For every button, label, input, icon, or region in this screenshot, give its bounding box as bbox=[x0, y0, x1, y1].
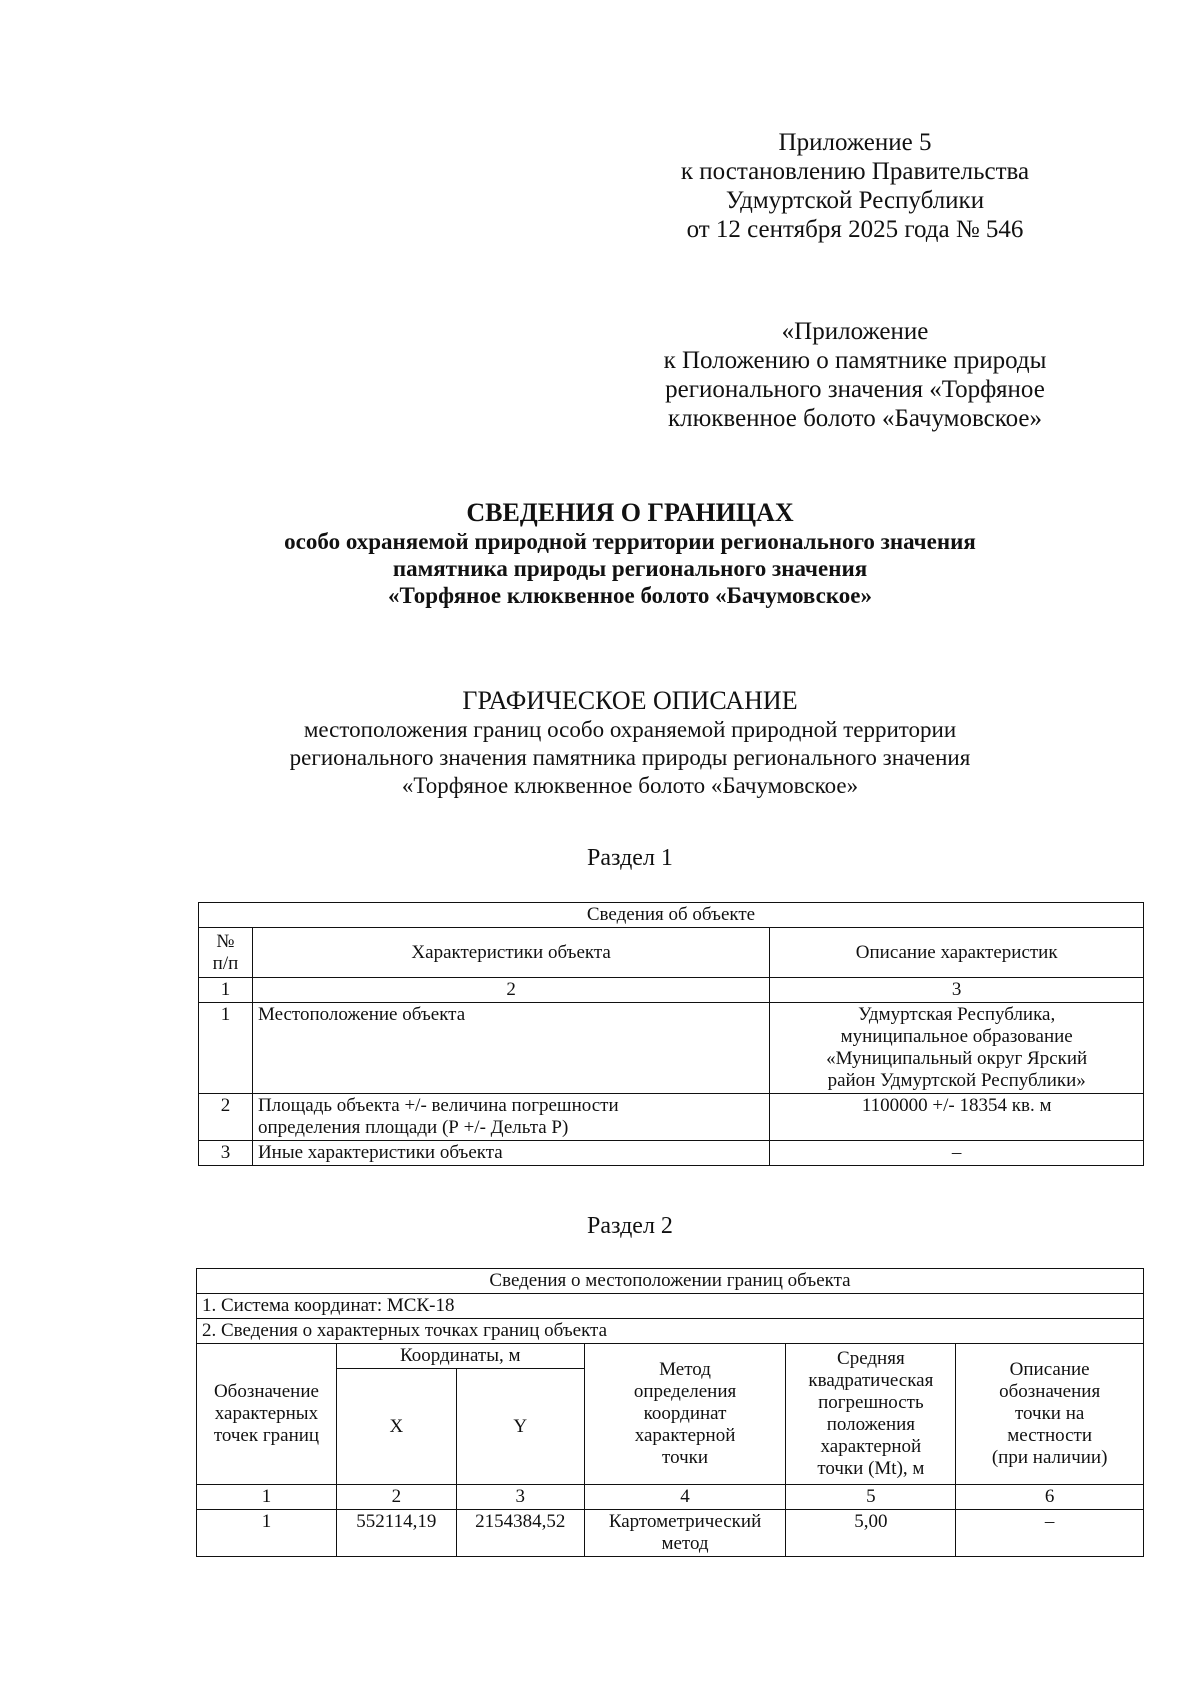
header-description-line: точки на bbox=[1014, 1403, 1085, 1424]
object-info-table bbox=[198, 902, 1144, 1166]
sub-appendix-line: регионального значения «Торфяное bbox=[665, 376, 1045, 403]
row-characteristic: Иные характеристики объекта bbox=[252, 1141, 769, 1166]
header-description-line: обозначения bbox=[999, 1381, 1101, 1402]
header-point-line: характерных bbox=[214, 1403, 319, 1424]
sub-appendix-line: «Приложение bbox=[781, 318, 929, 345]
appendix-line: Приложение 5 bbox=[778, 129, 932, 156]
point-method-line: Картометрический bbox=[608, 1511, 762, 1532]
header-description-line: (при наличии) bbox=[991, 1447, 1108, 1468]
info-heading-title: СВЕДЕНИЯ О ГРАНИЦАХ bbox=[466, 498, 794, 527]
info-heading-line: особо охраняемой природной территории регионального значения bbox=[284, 529, 976, 554]
row-characteristic-line: Площадь объекта +/- величина погрешности bbox=[257, 1095, 619, 1116]
info-heading-line: памятника природы регионального значения bbox=[392, 556, 868, 581]
header-y: Y bbox=[456, 1369, 584, 1485]
table-caption-row bbox=[197, 1269, 1144, 1294]
graphic-heading-line: регионального значения памятника природы регионального значения bbox=[289, 745, 971, 770]
sub-appendix-line: к Положению о памятнике природы bbox=[663, 347, 1047, 374]
row-characteristic bbox=[252, 1094, 769, 1141]
section1-label: Раздел 1 bbox=[587, 845, 673, 871]
header-method-line: определения bbox=[633, 1381, 737, 1402]
row-value-line: Удмуртская Республика, bbox=[858, 1004, 1056, 1025]
column-number-row bbox=[197, 1485, 1144, 1510]
coord-system-row bbox=[197, 1294, 1144, 1319]
point-error: 5,00 bbox=[786, 1510, 956, 1557]
point-y: 2154384,52 bbox=[456, 1510, 584, 1557]
header-description-line: местности bbox=[1007, 1425, 1092, 1446]
row-characteristic: Местоположение объекта bbox=[252, 1003, 769, 1094]
column-number: 2 bbox=[252, 978, 769, 1003]
header-characteristics: Характеристики объекта bbox=[252, 928, 769, 978]
header-error-line: характерной bbox=[820, 1436, 922, 1457]
sub-appendix-line: клюквенное болото «Бачумовское» bbox=[667, 405, 1043, 432]
sub-appendix-header bbox=[620, 317, 1090, 433]
point-method bbox=[584, 1510, 786, 1557]
row-number: 3 bbox=[199, 1141, 253, 1166]
header-description bbox=[956, 1344, 1144, 1485]
header-method-line: координат bbox=[643, 1403, 727, 1424]
point-method-line: метод bbox=[661, 1533, 709, 1554]
appendix-header bbox=[620, 128, 1090, 244]
row-value: 1100000 +/- 18354 кв. м bbox=[770, 1094, 1144, 1141]
header-method-line: Метод bbox=[659, 1359, 711, 1380]
table-caption-row bbox=[199, 903, 1144, 928]
table-row bbox=[199, 1141, 1144, 1166]
graphic-heading bbox=[150, 686, 1110, 800]
header-error-line: погрешность bbox=[818, 1392, 924, 1413]
column-number: 1 bbox=[197, 1485, 337, 1510]
row-value-line: «Муниципальный округ Ярский bbox=[826, 1048, 1088, 1069]
header-method bbox=[584, 1344, 786, 1485]
header-x: X bbox=[336, 1369, 456, 1485]
boundary-points-table bbox=[196, 1268, 1144, 1557]
header-description: Описание характеристик bbox=[770, 928, 1144, 978]
point-x: 552114,19 bbox=[336, 1510, 456, 1557]
points-caption-row bbox=[197, 1319, 1144, 1344]
table-header-row bbox=[197, 1344, 1144, 1369]
column-number: 4 bbox=[584, 1485, 786, 1510]
column-number: 1 bbox=[199, 978, 253, 1003]
header-point-line: Обозначение bbox=[213, 1381, 319, 1402]
table-row bbox=[199, 1003, 1144, 1094]
header-error-line: положения bbox=[826, 1414, 916, 1435]
graphic-heading-line: местоположения границ особо охраняемой природной территории bbox=[303, 717, 957, 742]
header-point bbox=[197, 1344, 337, 1485]
section2-label: Раздел 2 bbox=[587, 1213, 673, 1239]
appendix-line: Удмуртской Республики bbox=[725, 187, 985, 214]
row-characteristic-line: определения площади (Р +/- Дельта Р) bbox=[257, 1117, 569, 1138]
table-caption: Сведения об объекте bbox=[199, 903, 1144, 928]
header-description-line: Описание bbox=[1009, 1359, 1090, 1380]
info-heading bbox=[150, 498, 1110, 609]
point-id: 1 bbox=[197, 1510, 337, 1557]
header-no-line: п/п bbox=[212, 952, 239, 974]
header-method-line: точки bbox=[662, 1447, 709, 1468]
table-row bbox=[199, 1094, 1144, 1141]
column-number-row bbox=[199, 978, 1144, 1003]
column-number: 3 bbox=[456, 1485, 584, 1510]
appendix-line: от 12 сентября 2025 года № 546 bbox=[686, 216, 1024, 243]
header-no bbox=[199, 928, 253, 978]
column-number: 5 bbox=[786, 1485, 956, 1510]
points-caption: 2. Сведения о характерных точках границ объекта bbox=[197, 1319, 1144, 1344]
header-error-line: точки (Mt), м bbox=[817, 1458, 925, 1479]
header-error-line: квадратическая bbox=[808, 1370, 934, 1391]
row-value bbox=[770, 1003, 1144, 1094]
table-header-row bbox=[199, 928, 1144, 978]
header-point-line: точек границ bbox=[213, 1425, 320, 1446]
row-value: – bbox=[770, 1141, 1144, 1166]
header-no-line: № bbox=[216, 930, 235, 952]
row-value-line: район Удмуртской Республики» bbox=[827, 1070, 1086, 1091]
row-value-line: муниципальное образование bbox=[840, 1026, 1073, 1047]
column-number: 6 bbox=[956, 1485, 1144, 1510]
header-error-line: Средняя bbox=[837, 1348, 905, 1369]
table-row bbox=[197, 1510, 1144, 1557]
column-number: 2 bbox=[336, 1485, 456, 1510]
coord-system: 1. Система координат: МСК-18 bbox=[197, 1294, 1144, 1319]
graphic-heading-title: ГРАФИЧЕСКОЕ ОПИСАНИЕ bbox=[462, 686, 798, 715]
header-coordinates: Координаты, м bbox=[336, 1344, 584, 1369]
column-number: 3 bbox=[770, 978, 1144, 1003]
row-number: 1 bbox=[199, 1003, 253, 1094]
header-method-line: характерной bbox=[634, 1425, 736, 1446]
appendix-line: к постановлению Правительства bbox=[680, 158, 1030, 185]
table-caption: Сведения о местоположении границ объекта bbox=[197, 1269, 1144, 1294]
point-description: – bbox=[956, 1510, 1144, 1557]
header-error bbox=[786, 1344, 956, 1485]
row-number: 2 bbox=[199, 1094, 253, 1141]
info-heading-line: «Торфяное клюквенное болото «Бачумовское» bbox=[388, 583, 872, 608]
graphic-heading-line: «Торфяное клюквенное болото «Бачумовское» bbox=[401, 773, 859, 798]
